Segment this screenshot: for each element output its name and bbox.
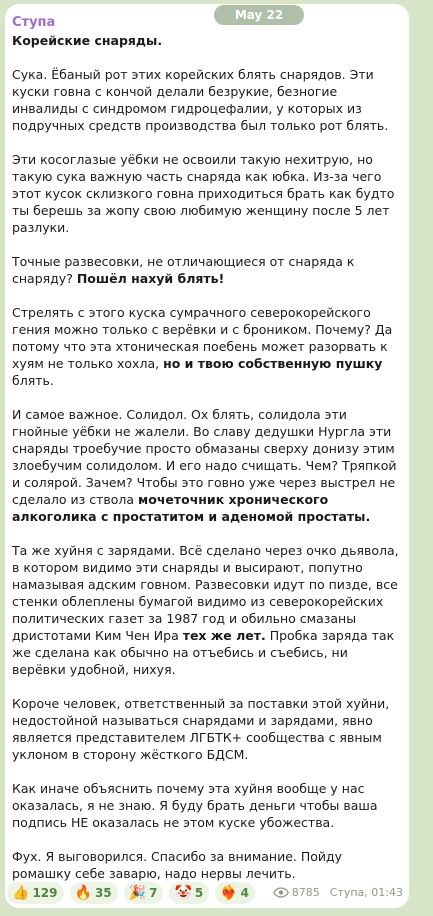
reaction-chip[interactable] [169, 882, 209, 904]
message-text [12, 32, 401, 882]
message-author[interactable]: Ступа [12, 15, 56, 30]
text-segment: Эти косоглазые уёбки не освоили такую нехитрую, но такую сука важную часть снаряда как юбка. Из-за чего этот кусок склизкого говна приходиться брать как будто ты берешь за жопу свою любимую женщину после 5 лет разлуки. [12, 152, 395, 235]
views-icon [273, 887, 289, 898]
message-paragraph [12, 695, 401, 763]
text-segment: Стрелять с этого куска сумрачного северокорейского гения можно только с верёвки и с броником. Почему? Да потому что эта хтоническая поебень может разорвать к хуям не только хохла, [12, 305, 393, 371]
reaction-count: 5 [194, 886, 204, 900]
text-segment: И самое важное. Солидол. Ох блять, солидола эти гнойные уёбки не жалели. Во славу дедушки Нургла эти снаряды троебучие просто обмазаны сверху донизу этим злоебучим солидолом. И его надо счищать. Чем? Тряпкой и солярой. Зачем? Чтобы это говно уже через выстрел не сделало из ствола [12, 407, 397, 507]
text-segment: Та же хуйня с зарядами. Всё сделано через очко дьявола, в котором видимо эти снаряды и высирают, попутно намазывая адским говном. Развесовки идут по пизде, все стенки облеплены бумагой видимо из северокорейских политических газет за 1987 год и обильно смазаны дристотами Ким Чен Ира [12, 543, 399, 643]
reaction-chip[interactable] [7, 882, 64, 904]
reaction-count: 129 [32, 886, 58, 900]
text-segment: Фух. Я выговорился. Спасибо за внимание. Пойду ромашку себе заварю, надо нервы лечить. [12, 849, 343, 881]
bold-text: Пошёл нахуй блять! [76, 271, 225, 286]
message-paragraph [12, 253, 401, 287]
message-paragraph [12, 66, 401, 134]
message-signature: Ступа, 01:43 [329, 886, 403, 899]
bold-text: тех же лет. [182, 628, 266, 643]
text-segment: Пробка заряда так же сделана как обычно на отъебись и съебись, ни верёвки удобной, нихуя. [12, 628, 395, 677]
bold-text: Корейские снаряды. [12, 33, 163, 48]
message-paragraph [12, 151, 401, 236]
message-meta [273, 886, 403, 899]
views-count: 8785 [291, 886, 320, 899]
party-popper-icon: 🎉 [128, 885, 147, 901]
message-title [12, 32, 401, 49]
message-paragraph [12, 780, 401, 831]
bold-text: мочеточник хронического алкоголика с простатитом и аденомой простаты. [12, 492, 371, 524]
reaction-chip[interactable] [124, 882, 164, 904]
date-separator: May 22 [214, 5, 304, 25]
message-paragraph [12, 406, 401, 525]
message-paragraph [12, 304, 401, 389]
text-segment: блять. [12, 373, 54, 388]
heart-on-fire-icon: ❤‍🔥 [220, 885, 238, 901]
reactions-bar [7, 882, 255, 904]
bold-text: но и твою собственную пушку [163, 356, 383, 371]
clown-icon: 🤡 [174, 885, 192, 901]
reaction-count: 7 [149, 886, 158, 900]
reaction-count: 35 [94, 886, 112, 900]
message-paragraph [12, 542, 401, 678]
text-segment: Точные развесовки, не отличающиеся от снаряда к снаряду? [12, 254, 355, 286]
reaction-chip[interactable] [215, 882, 255, 904]
text-segment: Сука. Ёбаный рот этих корейских блять снарядов. Эти куски говна с кончой делали безрукие, безногие инвалиды с синдромом гидроцефалии, у которых из подручных средств производства был только рот блять. [12, 67, 389, 133]
fire-icon: 🔥 [74, 885, 92, 901]
thumbs-up-icon: 👍 [12, 885, 30, 901]
text-segment: Как иначе объяснить почему эта хуйня вообще у нас оказалась, я не знаю. Я буду брать деньги чтобы ваша подпись НЕ оказалась не этом куске убожества. [12, 781, 378, 830]
message-paragraph [12, 848, 401, 882]
reaction-count: 4 [240, 886, 250, 900]
text-segment: Короче человек, ответственный за поставки этой хуйни, недостойной называться снарядами и зарядами, явно является представителем ЛГБТК+ сообщества с явным уклоном в сторону жёсткого БДСМ. [12, 696, 390, 762]
message-bubble [5, 4, 409, 908]
reaction-chip[interactable] [70, 882, 118, 904]
